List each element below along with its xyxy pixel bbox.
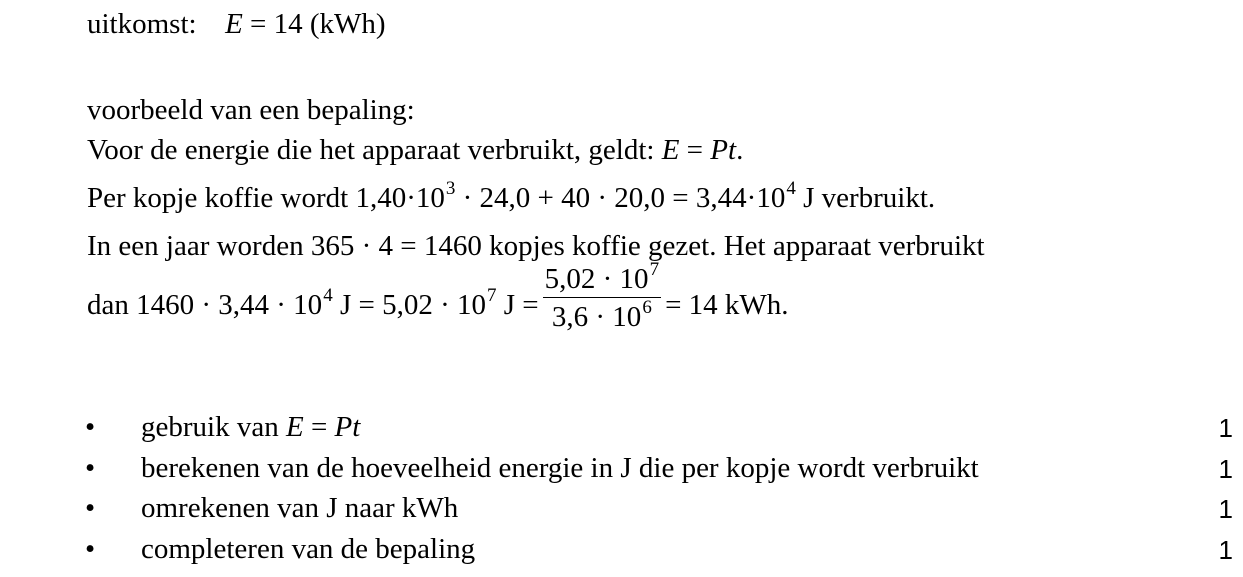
outcome-line	[87, 10, 386, 39]
example-line-3: In een jaar worden 365 · 4 = 1460 kopjes koffie gezet. Het apparaat verbruikt	[87, 230, 985, 262]
bullet-icon: •	[85, 533, 96, 565]
criterion-formula-eq: =	[303, 411, 335, 443]
line1-text: Voor de energie die het apparaat verbruikt, geldt:	[87, 134, 662, 166]
fraction-numerator	[543, 259, 661, 298]
line4-mid2: J =	[496, 289, 539, 322]
outcome-value: = 14 (kWh)	[242, 8, 386, 40]
criterion-formula-pt: Pt	[334, 411, 361, 443]
numerator-text: 5,02 · 10	[544, 263, 649, 295]
denominator-exponent: 6	[642, 297, 652, 318]
bullet-icon: •	[85, 492, 96, 524]
line4-start: dan 1460 · 3,44 · 10	[87, 289, 323, 322]
criterion-score: 1	[1218, 494, 1233, 524]
criterion-text-pre: gebruik van	[141, 411, 286, 443]
outcome-variable: E	[225, 8, 243, 40]
line4-end: = 14 kWh.	[665, 289, 789, 322]
example-heading: voorbeeld van een bepaling:	[87, 94, 415, 126]
line4-mid: J = 5,02 · 10	[332, 289, 486, 322]
criterion-text: completeren van de bepaling	[141, 533, 476, 565]
line1-formula-eq: =	[679, 134, 711, 166]
outcome-label: uitkomst:	[87, 8, 197, 40]
bullet-icon: •	[85, 452, 96, 484]
line1-formula-e: E	[661, 134, 680, 166]
bullet-icon: •	[85, 411, 96, 443]
line4-exponent-2: 7	[487, 285, 497, 307]
criterion-text: berekenen van de hoeveelheid energie in J die per kopje wordt verbruikt	[141, 452, 979, 484]
example-line-1	[87, 136, 743, 165]
line1-end: .	[736, 134, 744, 166]
criterion-score: 1	[1218, 413, 1233, 443]
line2-text: Per kopje koffie wordt	[87, 182, 356, 214]
line2-exponent-b: 4	[786, 178, 796, 199]
criterion-score: 1	[1218, 535, 1233, 565]
example-line-2	[87, 178, 936, 214]
criterion-formula-e: E	[285, 411, 304, 443]
numerator-exponent: 7	[649, 259, 660, 280]
line4-exponent-1: 4	[323, 285, 333, 307]
line2-term-b: · 24,0 + 40 · 20,0 = 3,44·10	[455, 182, 786, 214]
line1-formula-pt: Pt	[710, 134, 737, 166]
example-line-4	[87, 259, 789, 341]
line2-exponent-a: 3	[445, 178, 456, 199]
criterion-text: omrekenen van J naar kWh	[141, 492, 459, 524]
criterion-score: 1	[1218, 454, 1233, 484]
fraction-denominator	[543, 298, 661, 332]
line2-end: J verbruikt.	[795, 182, 936, 214]
conversion-fraction	[543, 259, 661, 333]
criterion-text	[141, 413, 360, 442]
line2-term-a: 1,40·10	[355, 182, 445, 214]
denominator-text: 3,6 · 10	[551, 301, 642, 333]
